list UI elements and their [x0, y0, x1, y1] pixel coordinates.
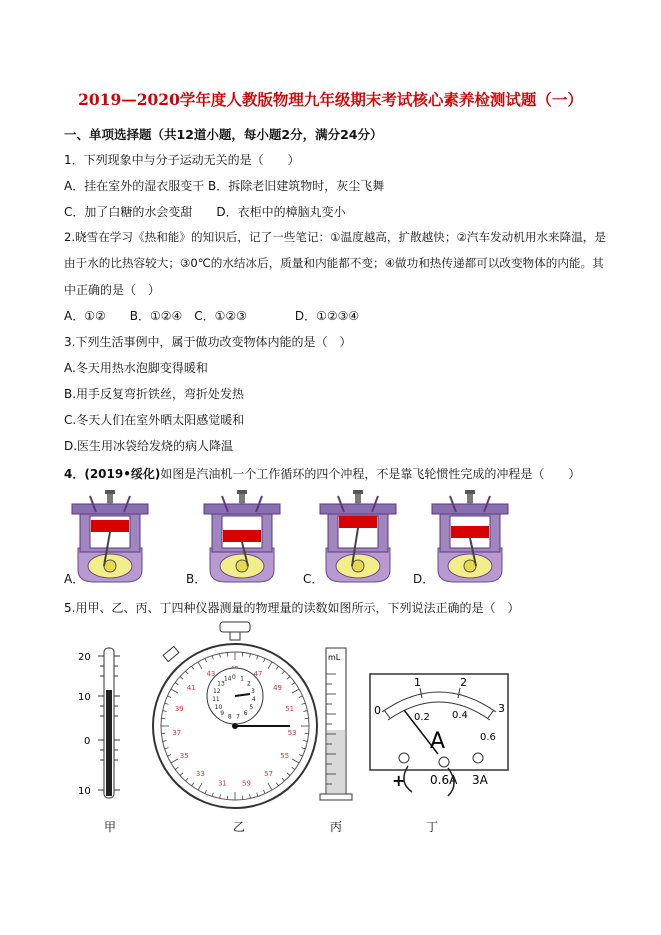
engine-diagram-c	[320, 490, 396, 582]
ammeter-terminal-06a: 0.6A	[430, 773, 458, 787]
stopwatch-outer-number: 59	[242, 779, 251, 788]
instrument-label-jia: 甲	[104, 820, 117, 834]
stopwatch-inner-number: 12	[212, 687, 221, 695]
stopwatch-inner-number: 7	[236, 713, 240, 721]
question-1-options-ab: A．挂在室外的湿衣服变干 B．拆除老旧建筑物时，灰尘飞舞	[64, 179, 385, 193]
stopwatch-inner-number: 1	[240, 675, 244, 683]
question-2-line1: 2.晓雪在学习《热和能》的知识后，记了一些笔记：①温度越高，扩散越快；②汽车发动机用水来降温，是	[64, 230, 606, 244]
engine-label-c: C．	[303, 572, 324, 586]
stopwatch-inner-number: 2	[246, 680, 251, 688]
thermo-tick-10b: 10	[78, 786, 91, 797]
thermometer-figure	[76, 644, 144, 802]
question-1-options-cd: C．加了白糖的水会变甜 D．衣柜中的樟脑丸变小	[64, 205, 346, 219]
stopwatch-inner-number: 0	[232, 674, 236, 681]
ammeter-figure	[368, 670, 512, 806]
section-heading: 一、单项选择题（共12道小题，每小题2分，满分24分）	[64, 127, 383, 142]
ammeter-small-02: 0.2	[414, 712, 430, 723]
ammeter-big-3: 3	[498, 702, 505, 715]
ammeter-symbol: A	[430, 729, 446, 754]
question-3-option-b: B.用手反复弯折铁丝，弯折处发热	[64, 387, 245, 401]
ammeter-terminal-3a: 3A	[472, 773, 488, 787]
engine-label-d: D．	[413, 572, 435, 586]
piston	[339, 516, 377, 528]
question-3-option-d: D.医生用冰袋给发烧的病人降温	[64, 439, 234, 453]
stopwatch-outer-number: 39	[174, 705, 184, 714]
stopwatch-figure	[150, 620, 320, 810]
question-1-stem: 1．下列现象中与分子运动无关的是（ ）	[64, 153, 300, 167]
engine-diagram-b	[204, 490, 280, 582]
question-5-stem: 5.用甲、乙、丙、丁四种仪器测量的物理量的读数如图所示，下列说法正确的是（ ）	[64, 601, 520, 615]
stopwatch-inner-number: 9	[220, 710, 225, 718]
instrument-label-ding: 丁	[426, 820, 439, 834]
stopwatch-inner-number: 10	[214, 704, 223, 711]
stopwatch-outer-number: 37	[172, 729, 182, 738]
ammeter-small-06: 0.6	[480, 732, 496, 743]
question-2-line3: 中正确的是（ ）	[64, 283, 161, 297]
question-4-stem	[64, 465, 580, 482]
stopwatch-inner-number: 5	[249, 704, 254, 711]
stopwatch-inner-number: 3	[251, 687, 255, 695]
stopwatch-inner-number: 14	[223, 675, 232, 683]
question-3-stem: 3.下列生活事例中，属于做功改变物体内能的是（ ）	[64, 335, 352, 349]
question-4-source: 4．(2019•绥化)	[64, 467, 161, 481]
piston	[223, 530, 261, 542]
ammeter-big-1: 1	[414, 676, 421, 689]
stopwatch-outer-number: 51	[285, 705, 295, 714]
stopwatch-inner-number: 13	[217, 680, 225, 688]
thermo-tick-20: 20	[78, 652, 91, 663]
page-title: 2019—2020学年度人教版物理九年级期末考试核心素养检测试题（一）	[78, 90, 583, 109]
question-2-line2: 由于水的比热容较大；③0℃的水结冰后，质量和内能都不变；④做功和热传递都可以改变物体的内能。其	[64, 256, 604, 270]
piston	[91, 520, 129, 532]
stopwatch-inner-number: 6	[243, 710, 248, 718]
question-2-options: A．①② B．①②④ C．①②③ D．①②③④	[64, 309, 360, 323]
stopwatch-outer-number: 55	[280, 752, 290, 760]
stopwatch-inner-number: 11	[212, 696, 220, 704]
ammeter-big-2: 2	[460, 676, 467, 689]
stopwatch-outer-number: 41	[186, 684, 196, 693]
ammeter-small-04: 0.4	[452, 710, 468, 721]
question-3-option-c: C.冬天人们在室外晒太阳感觉暖和	[64, 413, 245, 427]
ammeter-terminal-plus: +	[392, 771, 406, 790]
engine-label-a: A．	[64, 572, 85, 586]
stopwatch-outer-number: 53	[287, 729, 297, 738]
engine-diagram-d	[432, 490, 508, 582]
stopwatch-outer-number: 49	[273, 684, 283, 693]
stopwatch-outer-number: 47	[253, 670, 263, 679]
stopwatch-inner-number: 4	[251, 696, 256, 704]
stopwatch-outer-number: 35	[179, 752, 189, 760]
question-4-text: 如图是汽油机一个工作循环的四个冲程，不是靠飞轮惯性完成的冲程是（ ）	[160, 467, 581, 481]
engine-diagram-a	[72, 490, 148, 582]
thermo-tick-10: 10	[78, 692, 91, 703]
cylinder-unit: mL	[328, 653, 341, 662]
question-3-option-a: A.冬天用热水泡脚变得暖和	[64, 361, 208, 375]
thermo-tick-0: 0	[84, 736, 91, 747]
stopwatch-inner-number: 8	[227, 713, 232, 721]
piston	[451, 526, 489, 538]
stopwatch-outer-number: 43	[206, 670, 216, 679]
stopwatch-outer-number: 33	[195, 769, 205, 778]
stopwatch-outer-number: 57	[264, 769, 274, 778]
ammeter-big-0: 0	[374, 704, 381, 717]
graduated-cylinder-figure	[318, 644, 354, 804]
instrument-label-yi: 乙	[233, 820, 246, 834]
engine-label-b: B．	[186, 572, 207, 586]
stopwatch-outer-number: 31	[217, 779, 227, 788]
instrument-label-bing: 丙	[330, 820, 343, 834]
